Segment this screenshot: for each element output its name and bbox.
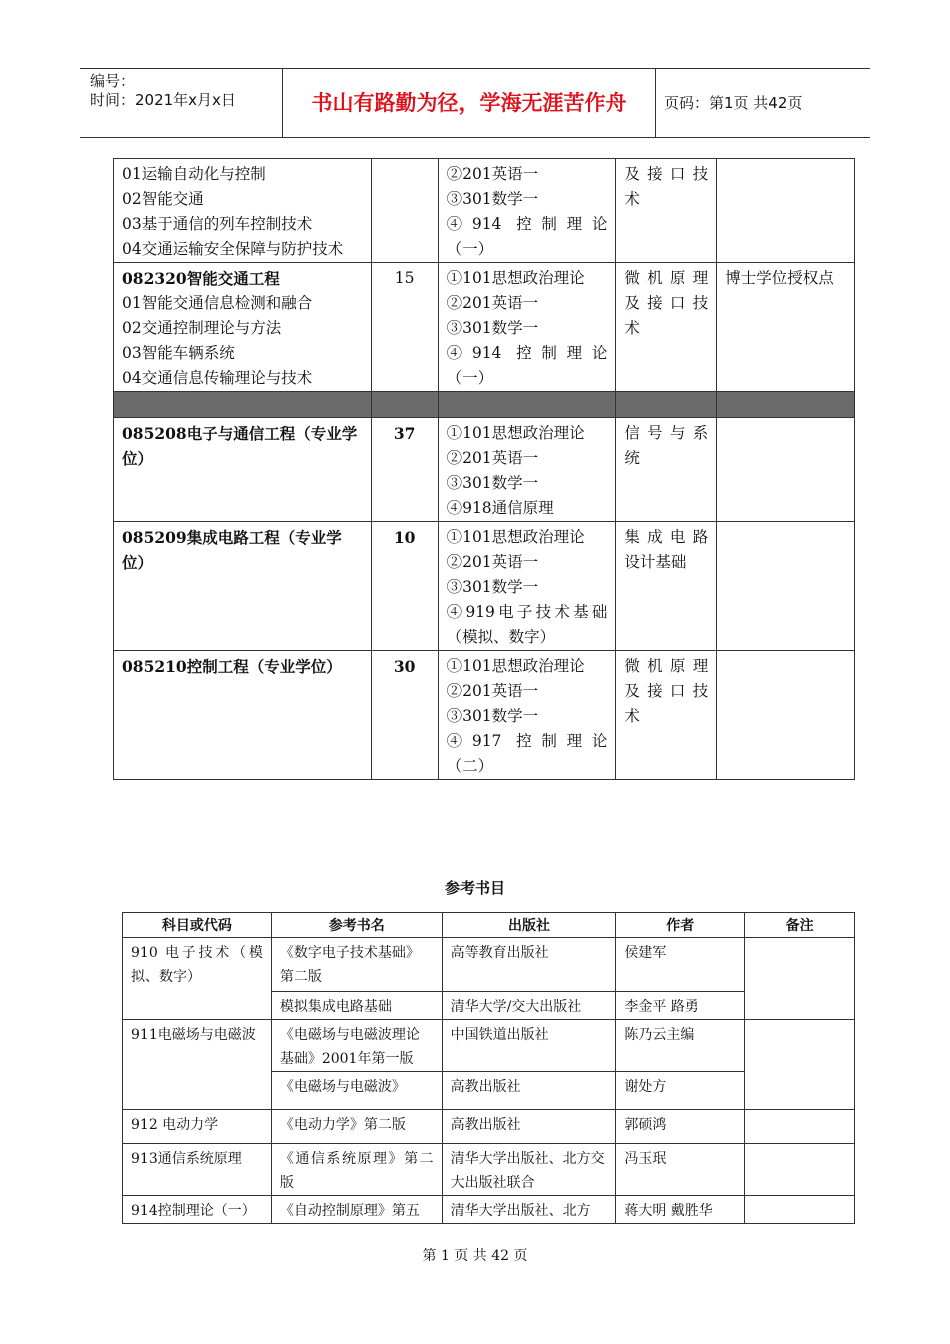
retest-item: 术 bbox=[624, 319, 640, 337]
note-cell bbox=[745, 1020, 855, 1110]
publisher-cell: 高教出版社 bbox=[442, 1110, 616, 1144]
col-header: 作者 bbox=[616, 913, 745, 938]
serial-label: 编号： bbox=[90, 72, 136, 90]
note-cell bbox=[745, 1196, 855, 1224]
author-cell: 冯玉珉 bbox=[616, 1144, 745, 1196]
direction-item: 03基于通信的列车控制技术 bbox=[122, 215, 313, 233]
retest-cell bbox=[616, 522, 717, 651]
book-cell: 《数字电子技术基础》第二版 bbox=[271, 938, 442, 992]
retest-item: 及接口技 bbox=[624, 165, 709, 183]
author-cell: 郭硕鸿 bbox=[616, 1110, 745, 1144]
exam-item: ④914 控制理论 bbox=[446, 215, 608, 233]
reference-table bbox=[122, 912, 855, 1224]
header-page-number: 页码：第1页 共42页 bbox=[664, 94, 803, 112]
exam-item: ②201英语一 bbox=[446, 553, 539, 571]
retest-item: 及接口技 bbox=[624, 294, 709, 312]
subject-cell: 914控制理论（一） bbox=[123, 1196, 272, 1224]
exam-cell bbox=[438, 159, 616, 263]
exam-cell bbox=[438, 651, 616, 780]
author-cell: 李金平 路勇 bbox=[616, 992, 745, 1020]
major-cell bbox=[114, 159, 372, 263]
direction-item: 04交通运输安全保障与防护技术 bbox=[122, 240, 344, 258]
exam-item: （一） bbox=[446, 369, 494, 387]
retest-item: 设计基础 bbox=[624, 553, 687, 571]
table-row bbox=[123, 1196, 855, 1224]
col-header: 科目或代码 bbox=[123, 913, 272, 938]
retest-cell bbox=[616, 263, 717, 392]
exam-item: ④917 控制理论 bbox=[446, 732, 608, 750]
retest-cell bbox=[616, 159, 717, 263]
author-cell: 蒋大明 戴胜华 bbox=[616, 1196, 745, 1224]
book-cell: 《电磁场与电磁波》 bbox=[271, 1072, 442, 1110]
major-name: 082320智能交通工程 bbox=[122, 269, 280, 288]
note-cell: 博士学位授权点 bbox=[717, 263, 855, 392]
note-cell bbox=[717, 651, 855, 780]
retest-cell bbox=[616, 651, 717, 780]
book-cell: 《电磁场与电磁波理论基础》2001年第一版 bbox=[271, 1020, 442, 1072]
col-header: 参考书名 bbox=[271, 913, 442, 938]
exam-item: ③301数学一 bbox=[446, 474, 539, 492]
publisher-cell: 高教出版社 bbox=[442, 1072, 616, 1110]
exam-item: ①101思想政治理论 bbox=[446, 424, 585, 442]
direction-item: 03智能车辆系统 bbox=[122, 344, 235, 362]
exam-item: ③301数学一 bbox=[446, 319, 539, 337]
exam-item: ①101思想政治理论 bbox=[446, 528, 585, 546]
subject-cell: 910 电子技术（模拟、数字） bbox=[123, 938, 272, 1020]
retest-item: 术 bbox=[624, 190, 640, 208]
page-footer: 第 1 页 共 42 页 bbox=[422, 1248, 528, 1264]
exam-cell bbox=[438, 418, 616, 522]
table-row bbox=[123, 1144, 855, 1196]
retest-item: 微机原理 bbox=[624, 269, 709, 287]
exam-item: （二） bbox=[446, 757, 494, 775]
major-name: 085210控制工程（专业学位） bbox=[114, 651, 372, 780]
subject-cell: 911电磁场与电磁波 bbox=[123, 1020, 272, 1110]
page-header bbox=[80, 68, 870, 138]
reference-title: 参考书目 bbox=[444, 879, 505, 897]
note-cell bbox=[717, 522, 855, 651]
major-name: 085209集成电路工程（专业学位） bbox=[114, 522, 372, 651]
count-cell: 15 bbox=[371, 263, 438, 392]
book-cell: 《自动控制原理》第五 bbox=[271, 1196, 442, 1224]
separator-row bbox=[114, 392, 855, 418]
exam-item: ②201英语一 bbox=[446, 294, 539, 312]
publisher-cell: 清华大学/交大出版社 bbox=[442, 992, 616, 1020]
exam-item: （模拟、数字） bbox=[446, 628, 556, 646]
note-cell bbox=[745, 1110, 855, 1144]
direction-item: 02智能交通 bbox=[122, 190, 204, 208]
book-cell: 《电动力学》第二版 bbox=[271, 1110, 442, 1144]
exam-item: ④918通信原理 bbox=[446, 499, 554, 517]
retest-item: 术 bbox=[624, 707, 640, 725]
exam-item: ④919电子技术基础 bbox=[446, 603, 608, 621]
note-cell bbox=[717, 418, 855, 522]
publisher-cell: 清华大学出版社、北方交大出版社联合 bbox=[442, 1144, 616, 1196]
retest-item: 及接口技 bbox=[624, 682, 709, 700]
retest-item: 微机原理 bbox=[624, 657, 709, 675]
majors-table bbox=[113, 158, 855, 780]
exam-item: ①101思想政治理论 bbox=[446, 657, 585, 675]
count-cell: 37 bbox=[371, 418, 438, 522]
direction-item: 04交通信息传输理论与技术 bbox=[122, 369, 313, 387]
table-row bbox=[114, 263, 855, 392]
retest-item: 集成电路 bbox=[624, 528, 709, 546]
retest-item: 信号与系 bbox=[624, 424, 709, 442]
header-meta bbox=[80, 69, 282, 137]
retest-item: 统 bbox=[624, 449, 640, 467]
exam-item: ③301数学一 bbox=[446, 707, 539, 725]
exam-item: ①101思想政治理论 bbox=[446, 269, 585, 287]
table-row bbox=[114, 651, 855, 780]
book-cell: 《通信系统原理》第二版 bbox=[271, 1144, 442, 1196]
count-cell: 30 bbox=[371, 651, 438, 780]
exam-item: （一） bbox=[446, 240, 494, 258]
major-cell bbox=[114, 263, 372, 392]
header-motto: 书山有路勤为径，学海无涯苦作舟 bbox=[282, 69, 656, 137]
publisher-cell: 高等教育出版社 bbox=[442, 938, 616, 992]
table-row bbox=[123, 938, 855, 992]
author-cell: 陈乃云主编 bbox=[616, 1020, 745, 1072]
note-cell bbox=[745, 938, 855, 1020]
publisher-cell: 中国铁道出版社 bbox=[442, 1020, 616, 1072]
author-cell: 侯建军 bbox=[616, 938, 745, 992]
note-cell bbox=[717, 159, 855, 263]
note-cell bbox=[745, 1144, 855, 1196]
exam-item: ②201英语一 bbox=[446, 682, 539, 700]
count-cell: 10 bbox=[371, 522, 438, 651]
table-row bbox=[123, 1110, 855, 1144]
exam-item: ②201英语一 bbox=[446, 165, 539, 183]
date-label: 时间：2021年x月x日 bbox=[90, 91, 236, 109]
exam-cell bbox=[438, 522, 616, 651]
count-cell bbox=[371, 159, 438, 263]
subject-cell: 913通信系统原理 bbox=[123, 1144, 272, 1196]
col-header: 备注 bbox=[745, 913, 855, 938]
exam-item: ③301数学一 bbox=[446, 190, 539, 208]
exam-cell bbox=[438, 263, 616, 392]
exam-item: ④914 控制理论 bbox=[446, 344, 608, 362]
col-header: 出版社 bbox=[442, 913, 616, 938]
table-header-row bbox=[123, 913, 855, 938]
direction-item: 01智能交通信息检测和融合 bbox=[122, 294, 313, 312]
table-row bbox=[123, 1020, 855, 1072]
exam-item: ③301数学一 bbox=[446, 578, 539, 596]
direction-item: 01运输自动化与控制 bbox=[122, 165, 266, 183]
book-cell: 模拟集成电路基础 bbox=[271, 992, 442, 1020]
author-cell: 谢处方 bbox=[616, 1072, 745, 1110]
retest-cell bbox=[616, 418, 717, 522]
direction-item: 02交通控制理论与方法 bbox=[122, 319, 282, 337]
table-row bbox=[114, 522, 855, 651]
table-row bbox=[114, 159, 855, 263]
subject-cell: 912 电动力学 bbox=[123, 1110, 272, 1144]
exam-item: ②201英语一 bbox=[446, 449, 539, 467]
publisher-cell: 清华大学出版社、北方 bbox=[442, 1196, 616, 1224]
table-row bbox=[114, 418, 855, 522]
major-name: 085208电子与通信工程（专业学位） bbox=[114, 418, 372, 522]
